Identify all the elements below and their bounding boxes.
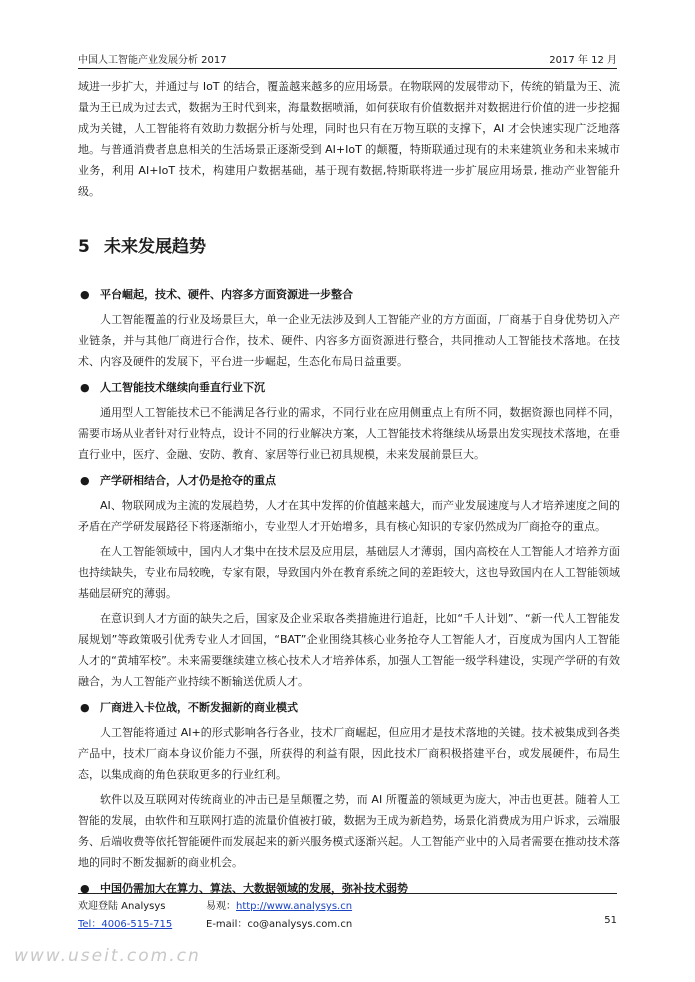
footer-website xyxy=(206,897,352,912)
body-paragraph: 在意识到人才方面的缺失之后，国家及企业采取各类措施进行追赶，比如“千人计划”、“新一代人工智能发展规划”等政策吸引优秀专业人才回国，“BAT”企业围绕其核心业务抢夺人工智能人才，百度成为国内人工智能人才的“黄埔军校”。未来需要继续建立核心技术人才培养体系，加强人工智能一级学科建设，实现产学研的有效融合，为人工智能产业持续不断输送优质人才。 xyxy=(78,612,620,688)
website-label: 易观： xyxy=(206,901,236,912)
bullet-heading-text: 平台崛起，技术、硬件、内容多方面资源进一步整合 xyxy=(100,288,353,301)
bullet-dot-icon: ● xyxy=(80,381,90,394)
body-paragraph: 人工智能将通过 AI+的形式影响各行各业，技术厂商崛起，但应用才是技术落地的关键。技术被集成到各类产品中，技术厂商本身议价能力不强，所获得的利益有限，因此技术厂商积极搭建平台，或发展硬件，布局生态，以集成商的角色获取更多的行业红利。 xyxy=(78,726,620,781)
footer-tel xyxy=(78,915,172,930)
email-label: E-mail： xyxy=(206,919,248,930)
bullet-dot-icon: ● xyxy=(80,474,90,487)
footer-welcome: 欢迎登陆 Analysys xyxy=(78,901,166,912)
body-paragraph: 通用型人工智能技术已不能满足各行业的需求，不同行业在应用侧重点上有所不同，数据资源也同样不同，需要市场从业者针对行业特点，设计不同的行业解决方案，人工智能技术将继续从场景出发实现技术落地，在垂直行业中，医疗、金融、安防、教育、家居等行业已初具规模，未来发展前景巨大。 xyxy=(78,406,620,461)
body-paragraph: 人工智能覆盖的行业及场景巨大，单一企业无法涉及到人工智能产业的方方面面，厂商基于自身优势切入产业链条，并与其他厂商进行合作，技术、硬件、内容多方面资源进行整合，共同推动人工智能技术落地。在技术、内容及硬件的发展下，平台进一步崛起，生态化布局日益重要。 xyxy=(78,313,620,368)
bullet-dot-icon: ● xyxy=(80,882,90,895)
page-header xyxy=(78,50,617,69)
bullet-heading xyxy=(78,284,620,305)
body-paragraph: AI、物联网成为主流的发展趋势，人才在其中发挥的价值越来越大，而产业发展速度与人才培养速度之间的矛盾在产学研发展路径下将逐渐缩小，专业型人才开始增多，具有核心知识的专家仍然成为厂商抢夺的重点。 xyxy=(78,499,620,533)
page-content xyxy=(78,76,620,903)
footer-email xyxy=(206,915,352,930)
header-date: 2017 年 12 月 xyxy=(549,55,617,66)
body-paragraph: 在人工智能领域中，国内人才集中在技术层及应用层，基础层人才薄弱，国内高校在人工智能人才培养方面也持续缺失，专业布局较晚，专家有限，导致国内外在教育系统之间的差距较大，这也导致国内在人工智能领域基础层研究的薄弱。 xyxy=(78,545,620,600)
tel-link[interactable]: 4006-515-715 xyxy=(101,919,173,930)
page-number: 51 xyxy=(604,915,617,926)
bullet-heading-text: 中国仍需加大在算力、算法、大数据领域的发展，弥补技术弱势 xyxy=(100,882,408,895)
section-title: 未来发展趋势 xyxy=(104,237,206,257)
tel-label: Tel： xyxy=(78,919,102,930)
watermark-text: www.useit.com.cn xyxy=(14,946,201,966)
bullet-dot-icon: ● xyxy=(80,701,90,714)
bullet-dot-icon: ● xyxy=(80,288,90,301)
bullet-heading-text: 人工智能技术继续向垂直行业下沉 xyxy=(100,381,265,394)
bullet-heading xyxy=(78,470,620,491)
bullet-heading-text: 产学研相结合，人才仍是抢夺的重点 xyxy=(100,474,276,487)
bullet-heading-text: 厂商进入卡位战，不断发掘新的商业模式 xyxy=(100,701,298,714)
bullet-heading xyxy=(78,697,620,718)
header-report-title: 中国人工智能产业发展分析 2017 xyxy=(78,55,227,66)
page-footer xyxy=(78,893,617,934)
website-link[interactable]: http://www.analysys.cn xyxy=(236,901,353,912)
bullet-heading xyxy=(78,377,620,398)
section-number: 5 xyxy=(78,237,90,257)
section-heading xyxy=(78,236,620,258)
intro-paragraph: 域进一步扩大，并通过与 IoT 的结合，覆盖越来越多的应用场景。在物联网的发展带动下，传统的销量为王、流量为王已成为过去式，数据为王时代到来，海量数据喷涌，如何获取有价值数据并对数据进行价值的进一步挖掘成为关键，人工智能将有效助力数据分析与处理，同时也只有在万物互联的支撑下，AI 才会快速实现广泛地落地。与普通消费者息息相关的生活场景正逐渐受到 AI+IoT 的颠覆，特斯联通过现有的未来建筑业务和未来城市业务，利用 AI+IoT 技术，构建用户数据基础，基于现有数据,特斯联将进一步扩展应用场景, 推动产业智能升级。 xyxy=(78,80,620,198)
email-link[interactable]: co@analysys.com.cn xyxy=(247,919,353,930)
body-paragraph: 软件以及互联网对传统商业的冲击已是呈颠覆之势，而 AI 所覆盖的领域更为庞大，冲击也更甚。随着人工智能的发展，由软件和互联网打造的流量价值被打破，数据为王成为新趋势，场景化消费成为用户诉求，云端服务、后端收费等依托智能硬件而发展起来的新兴服务模式逐渐兴起。人工智能产业中的入局者需要在推动技术落地的同时不断发掘新的商业机会。 xyxy=(78,793,620,869)
